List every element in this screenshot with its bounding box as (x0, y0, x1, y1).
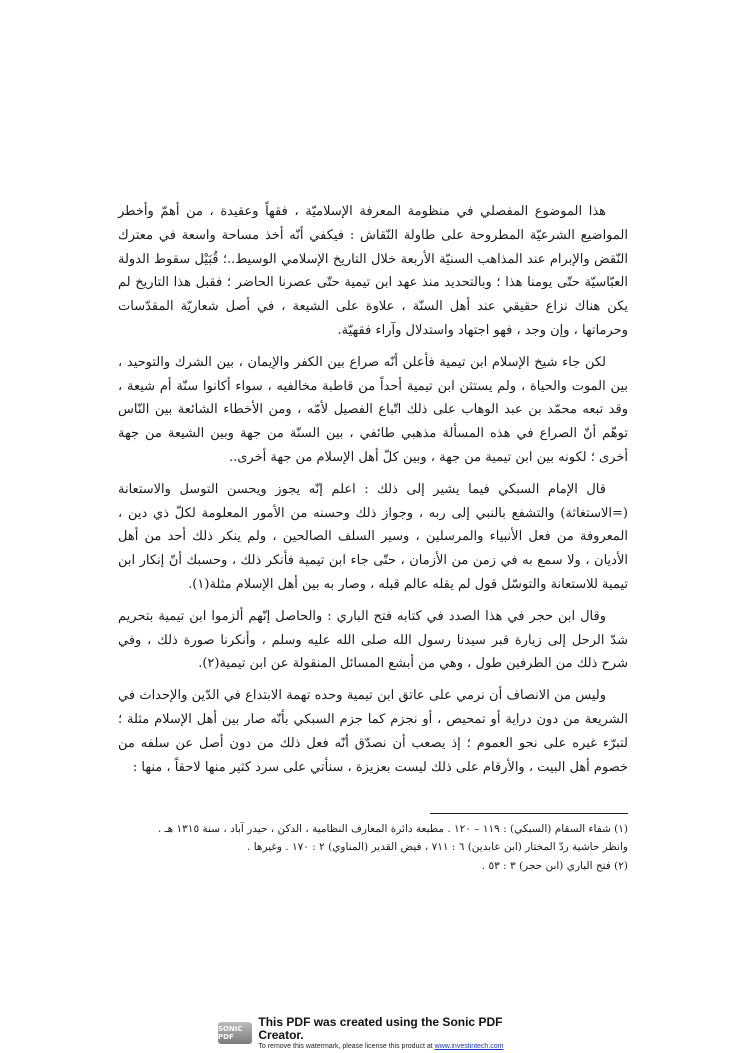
footnote-divider (430, 813, 628, 814)
watermark-line-1: This PDF was created using the Sonic PDF Creator. (258, 1014, 503, 1042)
watermark-line-2 (258, 1042, 538, 1051)
main-text (118, 200, 628, 787)
paragraph-4: وقال ابن حجر في هذا الصدد في كتابه فتح الباري : والحاصل إنّهم ألزموا ابن تيمية بتحريم شدّ الرحل إلى زيارة قبر سيدنا رسول الله صلى الله عليه وسلم ، وأنكرنا صورة ذلك ، وفي شرح ذلك من الطرفين طول ، وهي من أبشع المسائل المنقولة عن ابن تيمية(٢). (118, 608, 628, 672)
paragraph-1: هذا الموضوع المفصلي في منظومة المعرفة الإسلاميّة ، فقهاً وعقيدة ، من أهمّ وأخطر المواضيع الشرعيّة المطروحة على طاولة النّقاش : فيكفي أنّه أخذ مساحة واسعة في معترك النّقض والإبرام عند المذاهب السنيّة الأربعة خلال التاريخ الإسلامي الوسيط..؛ قُبَيْل سقوط الدولة العبّاسيّة حتّى يومنا هذا ؛ وبالتحديد منذ عهد ابن تيمية حتّى عصرنا الحاضر ؛ فقبل هذا التاريخ لم يكن هناك نزاع حقيقي عند أهل السنّة ، علاوة على الشيعة ، في أصل شعاريّة المقدّسات وحرماتها ، وإن وجد ، فهو اجتهاد واستدلال وآراء فقهيّة. (118, 204, 628, 338)
paragraph-3: قال الإمام السبكي فيما يشير إلى ذلك : اعلم إنّه يجوز ويحسن التوسل والاستعانة (=الاستغاثة) والتشفع بالنبي إلى ربه ، وجواز ذلك وحسنه من الأمور المعلومة لكلّ ذي دين ، المعروفة من فعل الأنبياء والمرسلين ، وسير السلف الصالحين ، ولم ينكر ذلك أحد من أهل الأديان ، ولا سمع به في زمن من الأزمان ، حتّى جاء ابن تيمية فأنكر ذلك ، وحسبك أنّ إنكار ابن تيمية للاستعانة والتوسّل قول لم يقله عالم قبله ، وصار به بين أهل الإسلام مثلة(١). (118, 481, 628, 592)
footnotes (118, 820, 628, 875)
watermark-link[interactable]: www.investintech.com (434, 1042, 504, 1050)
footnote-1-continued: وانظر حاشية ردّ المختار (ابن عابدين) ٦ : ٧١١ ، فيض القدير (المناوي) ٢ : ١٧٠ . وغيرها . (247, 841, 628, 854)
watermark-text (258, 1016, 538, 1051)
footnote-2: (٢) فتح الباري (ابن حجر) ٣ : ٥٣ . (481, 859, 628, 872)
watermark-line-2-text: To remove this watermark, please license this product at (258, 1042, 435, 1050)
watermark (218, 1014, 538, 1050)
sonic-pdf-logo-icon: SONIC PDF (218, 1022, 252, 1044)
paragraph-5: وليس من الانصاف أن نرمي على عاتق ابن تيمية وحده تهمة الابتداع في الدّين والإحداث في الشريعة من دون دراية أو تمحيص ، أو نجزم كما جزم السبكي بأنّه صار بين أهل الإسلام مثلة ؛ لتبرّء غيره على نحو العموم ؛ إذ يصعب أن نصدّق أنّه فعل ذلك من دون أصل عن سلفه من خصوم أهل البيت ، والأرقام على ذلك ليست بعزيزة ، سنأتي على سرد كثير منها لاحقاً ، منها : (118, 688, 628, 775)
footnote-1: (١) شفاء السقام (السبكي) : ١١٩ – ١٢٠ . مطبعة دائرة المعارف النظامية ، الدكن ، حيدر آباد ، سنة ١٣١٥ هـ . (157, 823, 628, 835)
paragraph-2: لكن جاء شيخ الإسلام ابن تيمية فأعلن أنّه صراع بين الكفر والإيمان ، بين الشرك والتوحيد ، بين الموت والحياة ، ولم يستثن ابن تيمية أحداً من قاطبة مخالفيه ، سواء أكانوا سنّة أم شيعة ، وقد تبعه محمّد بن عبد الوهاب على ذلك اتّباع الفصيل لأمّه ، ومن الأخطاء الشائعة بين النّاس توهّم أنّ الصراع في هذه المسألة مذهبي طائفي ، بين السنّة من جهة وبين الشيعة من جهة أخرى ؛ لكونه بين ابن تيمية من جهة ، وبين كلّ أهل الإسلام من جهة أخرى.. (118, 354, 628, 465)
